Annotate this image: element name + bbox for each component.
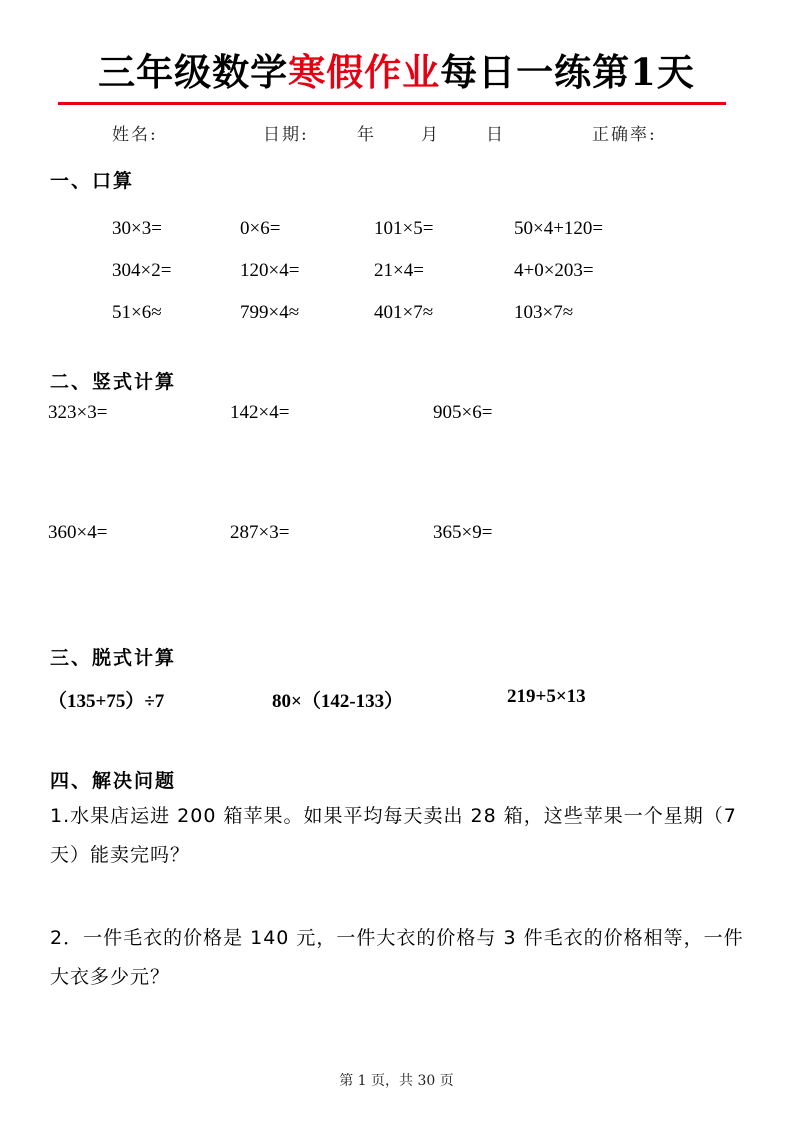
vertical-item: 323×3= xyxy=(48,402,108,423)
oral-item: 30×3= xyxy=(112,218,162,239)
page-footer: 第 1 页，共 30 页 xyxy=(339,1073,454,1089)
section-vertical-heading: 二、竖式计算 xyxy=(50,371,177,393)
stepwise-item: 219+5×13 xyxy=(507,686,586,707)
section-oral-heading: 一、口算 xyxy=(50,170,135,192)
section-stepwise-heading: 三、脱式计算 xyxy=(50,647,177,669)
oral-item: 4+0×203= xyxy=(514,260,594,281)
accuracy-label: 正确率: xyxy=(592,125,657,145)
vertical-item: 142×4= xyxy=(230,402,290,423)
vertical-item: 287×3= xyxy=(230,522,290,543)
stepwise-item: （135+75）÷7 xyxy=(48,691,165,712)
title-underline xyxy=(58,102,726,105)
vertical-item: 365×9= xyxy=(433,522,493,543)
vertical-item: 360×4= xyxy=(48,522,108,543)
title-highlight: 寒假作业 xyxy=(288,50,441,94)
title-part1: 三年级数学 xyxy=(98,50,289,94)
oral-item: 401×7≈ xyxy=(374,302,434,323)
stepwise-item: 80×（142-133） xyxy=(272,691,404,712)
section-problems-heading: 四、解决问题 xyxy=(50,770,177,792)
month-label: 月 xyxy=(421,125,440,145)
oral-item: 304×2= xyxy=(112,260,172,281)
oral-item: 799×4≈ xyxy=(240,302,300,323)
oral-item: 103×7≈ xyxy=(514,302,574,323)
oral-item: 51×6≈ xyxy=(112,302,162,323)
oral-item: 120×4= xyxy=(240,260,300,281)
name-label: 姓名: xyxy=(112,125,158,145)
oral-item: 101×5= xyxy=(374,218,434,239)
title-part2: 每日一练第1天 xyxy=(440,50,695,94)
oral-item: 21×4= xyxy=(374,260,424,281)
page-title xyxy=(0,42,793,96)
date-label: 日期: xyxy=(263,125,309,145)
vertical-item: 905×6= xyxy=(433,402,493,423)
oral-item: 0×6= xyxy=(240,218,281,239)
problem-item-1: 1.水果店运进 200 箱苹果。如果平均每天卖出 28 箱，这些苹果一个星期（7 天）能卖完吗？ xyxy=(50,805,737,866)
year-label: 年 xyxy=(357,125,376,145)
day-label: 日 xyxy=(486,125,505,145)
problem-item-2: 2．一件毛衣的价格是 140 元，一件大衣的价格与 3 件毛衣的价格相等，一件大衣多少元？ xyxy=(50,927,744,988)
oral-item: 50×4+120= xyxy=(514,218,604,239)
